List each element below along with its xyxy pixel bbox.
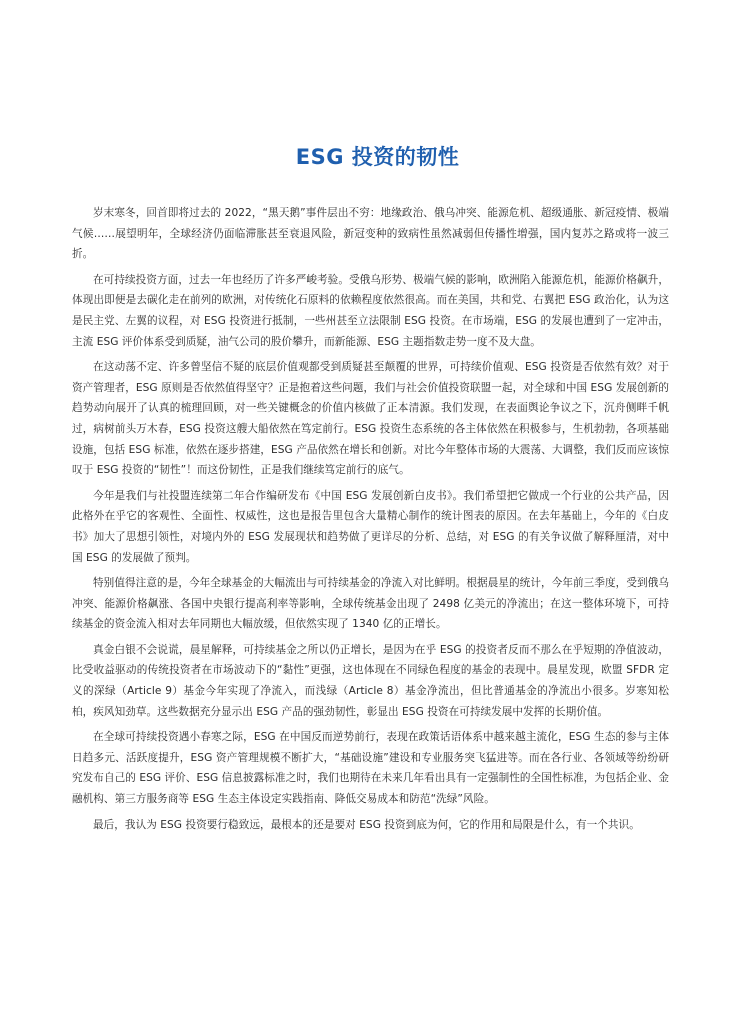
paragraph-3: 在这动荡不定、许多曾坚信不疑的底层价值观都受到质疑甚至颠覆的世界，可持续价值观、ESG 投资是否依然有效？对于资产管理者，ESG 原则是否依然值得坚守？正是抱着这些问题，我们与社会价值投资联盟一起，对全球和中国 ESG 发展创新的趋势动向展开了认真的梳理回顾，对一些关键概念的价值内核做了正本清源。我们发现，在表面舆论争议之下，沉舟侧畔千帆过，病树前头万木春，ESG 投资这艘大船依然在笃定前行。ESG 投资生态系统的各主体依然在积极参与，生机勃勃，各项基础设施，包括 ESG 标准，依然在逐步搭建，ESG 产品依然在增长和创新。对比今年整体市场的大震荡、大调整，我们反而应该惊叹于 ESG 投资的“韧性”！而这份韧性，正是我们继续笃定前行的底气。 [72, 361, 669, 477]
paragraph-5: 特别值得注意的是，今年全球基金的大幅流出与可持续基金的净流入对比鲜明。根据晨星的统计，今年前三季度，受到俄乌冲突、能源价格飙涨、各国中央银行提高利率等影响，全球传统基金出现了 2498 亿美元的净流出；在这一整体环境下，可持续基金的资金流入相对去年同期也大幅放缓，但依然实现了 1340 亿的正增长。 [72, 577, 669, 631]
paragraph-6: 真金白银不会说谎，晨星解释，可持续基金之所以仍正增长，是因为在乎 ESG 的投资者反而不那么在乎短期的净值波动，比受收益驱动的传统投资者在市场波动下的“黏性”更强，这也体现在不同绿色程度的基金的表现中。晨星发现，欧盟 SFDR 定义的深绿（Article 9）基金今年实现了净流入，而浅绿（Article 8）基金净流出，但比普通基金的净流出小很多。岁寒知松柏，疾风知劲草。这些数据充分显示出 ESG 产品的强劲韧性，彰显出 ESG 投资在可持续发展中发挥的长期价值。 [72, 643, 669, 718]
paragraph-4: 今年是我们与社投盟连续第二年合作编研发布《中国 ESG 发展创新白皮书》。我们希望把它做成一个行业的公共产品，因此格外在乎它的客观性、全面性、权威性，这也是报告里包含大量精心制作的统计图表的原因。在去年基础上，今年的《白皮书》加大了思想引领性，对境内外的 ESG 发展现状和趋势做了更详尽的分析、总结，对 ESG 的有关争议做了解释厘清，对中国 ESG 的发展做了预判。 [72, 489, 669, 564]
paragraph-2: 在可持续投资方面，过去一年也经历了许多严峻考验。受俄乌形势、极端气候的影响，欧洲陷入能源危机，能源价格飙升，体现出即便是去碳化走在前列的欧洲，对传统化石原料的依赖程度依然很高。而在美国，共和党、右翼把 ESG 政治化，认为这是民主党、左翼的议程，对 ESG 投资进行抵制，一些州甚至立法限制 ESG 投资。在市场端，ESG 的发展也遭到了一定冲击，主流 ESG 评价体系受到质疑，油气公司的股价攀升，而新能源、ESG 主题指数走势一度不及大盘。 [72, 273, 669, 348]
document-title: ESG 投资的韧性 [295, 145, 460, 169]
paragraph-1: 岁末寒冬，回首即将过去的 2022，“黑天鹅”事件层出不穷：地缘政治、俄乌冲突、能源危机、超级通胀、新冠疫情、极端气候……展望明年，全球经济仍面临滞胀甚至衰退风险，新冠变种的致病性虽然减弱但传播性增强，国内复苏之路或将一波三折。 [72, 207, 669, 261]
paragraph-7: 在全球可持续投资遇小春寒之际，ESG 在中国反而逆势前行，表现在政策话语体系中越来越主流化，ESG 生态的参与主体日趋多元、活跃度提升，ESG 资产管理规模不断扩大，“基础设施”建设和专业服务突飞猛进等。而在各行业、各领域等纷纷研究发布自己的 ESG 评价、ESG 信息披露标准之时，我们也期待在未来几年看出具有一定强制性的全国性标准，为包括企业、金融机构、第三方服务商等 ESG 生态主体设定实践指南、降低交易成本和防范“洗绿”风险。 [72, 731, 669, 806]
document-body [72, 203, 669, 840]
paragraph-8: 最后，我认为 ESG 投资要行稳致远，最根本的还是要对 ESG 投资到底为何，它的作用和局限是什么，有一个共识。 [93, 818, 640, 831]
